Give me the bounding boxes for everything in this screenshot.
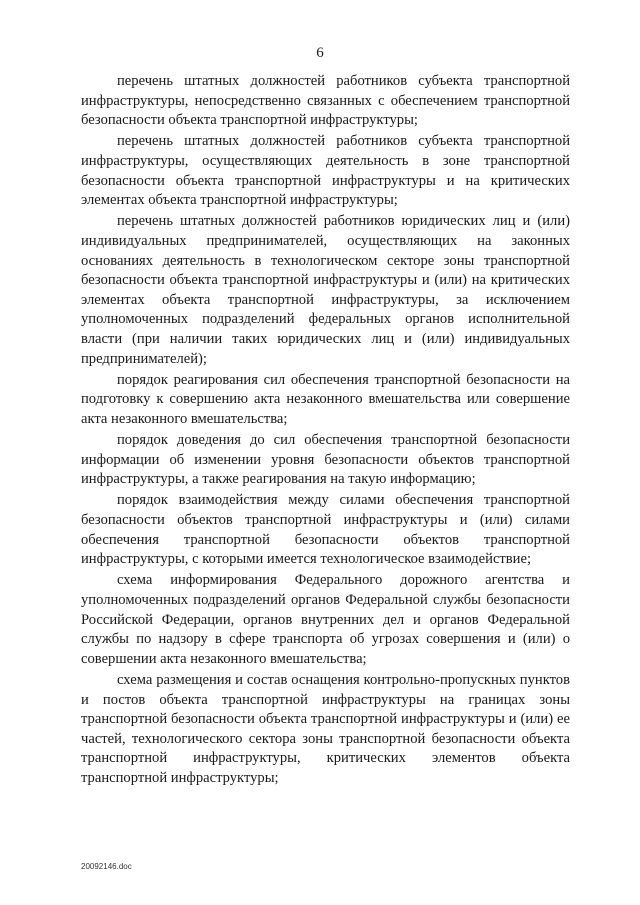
footer-filename: 20092146.doc	[81, 862, 132, 871]
paragraph-notification-scheme: схема информирования Федерального дорожного агентства и уполномоченных подразделений органов Федеральной службы безопасности Российской Федерации, органов внутренних дел и органов Федеральной службы по надзору в сфере транспорта об угрозах совершения и (или) о совершении акта незаконного вмешательства;	[81, 572, 570, 667]
paragraph-information-procedure: порядок доведения до сил обеспечения транспортной безопасности информации об изменении уровня безопасности объектов транспортной инфраструктуры, а также реагирования на такую информацию;	[81, 432, 570, 488]
paragraph-staff-positions-legal-entities: перечень штатных должностей работников юридических лиц и (или) индивидуальных предпринимателей, осуществляющих на законных основаниях деятельность в технологическом секторе зоны транспортной безопасности объекта транспортной инфраструктуры и (или) на критических элементах объекта транспортной инфраструктуры, за исключением уполномоченных подразделений федеральных органов исполнительной власти (при наличии таких юридических лиц и (или) индивидуальных предпринимателей);	[81, 213, 570, 367]
document-body	[81, 72, 570, 790]
paragraph-staff-positions-zone: перечень штатных должностей работников субъекта транспортной инфраструктуры, осуществляющих деятельность в зоне транспортной безопасности объекта транспортной инфраструктуры и на критических элементах объекта транспортной инфраструктуры;	[81, 133, 570, 209]
paragraph-response-procedure: порядок реагирования сил обеспечения транспортной безопасности на подготовку к совершению акта незаконного вмешательства или совершение акта незаконного вмешательства;	[81, 371, 570, 427]
paragraph-interaction-procedure: порядок взаимодействия между силами обеспечения транспортной безопасности объектов транспортной инфраструктуры и (или) силами обеспечения транспортной безопасности объектов транспортной инфраструктуры, с которыми имеется технологическое взаимодействие;	[81, 492, 570, 568]
paragraph-checkpoint-scheme: схема размещения и состав оснащения контрольно-пропускных пунктов и постов объекта транспортной инфраструктуры на границах зоны транспортной безопасности объекта транспортной инфраструктуры и (или) ее частей, технологического сектора зоны транспортной безопасности объекта транспортной инфраструктуры, критических элементов объекта транспортной инфраструктуры;	[81, 671, 570, 786]
paragraph-staff-positions-security: перечень штатных должностей работников субъекта транспортной инфраструктуры, непосредственно связанных с обеспечением транспортной безопасности объекта транспортной инфраструктуры;	[81, 73, 570, 129]
page-number: 6	[316, 45, 324, 61]
